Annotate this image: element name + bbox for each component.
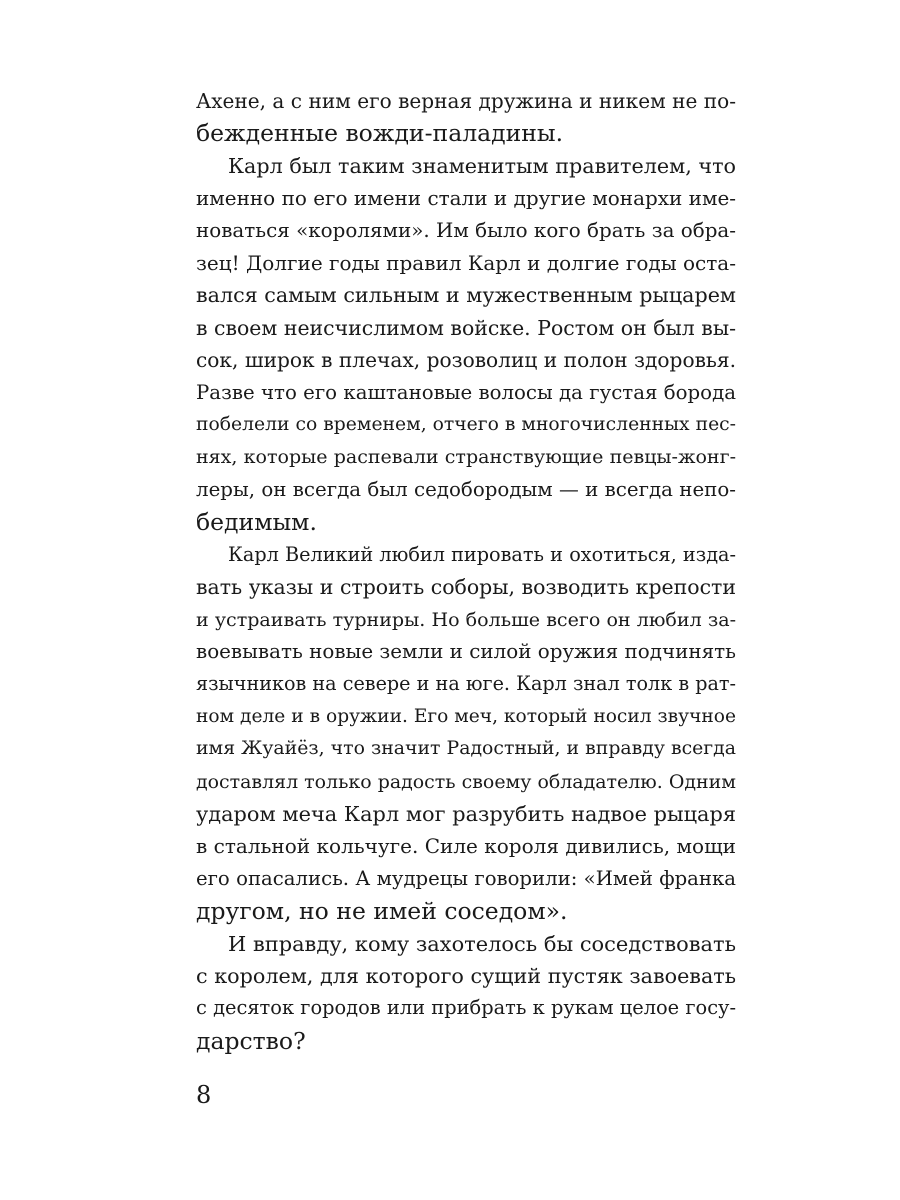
text-line: вать указы и строить соборы, возводить крепости [196,575,736,600]
text-line: бежденные вожди-паладины. [196,119,564,148]
page-number: 8 [196,1081,212,1109]
text-line: бедимым. [196,508,317,537]
paragraph-3 [196,539,736,928]
text-line: доставлял только радость своему обладателю. Одним [196,770,736,793]
text-line: зец! Долгие годы правил Карл и долгие годы оста- [196,251,736,276]
text-line: в стальной кольчуге. Силе короля дивились, мощи [196,834,736,859]
text-line: и устраивать турниры. Но больше всего он любил за- [196,608,736,631]
text-line: ударом меча Карл мог разрубить надвое рыцаря [196,801,736,826]
text-line: имя Жуайёз, что значит Радостный, и вправду всегда [196,738,736,760]
text-line: именно по его имени стали и другие монархи име- [196,186,736,211]
text-line: язычников на севере и на юге. Карл знал толк в рат- [196,672,736,696]
text-line: новаться «королями». Им было кого брать за обра- [196,218,736,242]
text-line: вался самым сильным и мужественным рыцарем [196,283,736,308]
text-line: леры, он всегда был седобородым — и всегда непо- [196,477,736,501]
text-line: побелели со временем, отчего в многочисленных пес- [196,414,736,436]
text-line: другом, но не имей соседом». [196,897,568,926]
body-text [196,85,736,1057]
text-line: дарство? [196,1026,306,1055]
text-line: И вправду, кому захотелось бы соседствовать [228,931,736,956]
paragraph-1 [196,85,736,150]
text-line: его опасались. А мудрецы говорили: «Имей франка [196,866,736,890]
text-line: ном деле и в оружии. Его меч, который носил звучное [196,705,736,727]
paragraph-4 [196,928,736,1058]
text-line: в своем неисчислимом войске. Ростом он был вы- [196,315,736,340]
text-line: нях, которые распевали странствующие певцы-жонг- [196,446,736,469]
text-line: Карл был таким знаменитым правителем, что [228,153,736,178]
text-line: с десяток городов или прибрать к рукам целое госу- [196,996,736,1020]
text-line: воевывать новые земли и силой оружия подчинять [196,639,736,663]
text-line: Карл Великий любил пировать и охотиться, изда- [228,542,736,566]
paragraph-2 [196,150,736,539]
text-line: Ахене, а с ним его верная дружина и никем не по- [196,89,736,113]
text-line: сок, широк в плечах, розоволиц и полон здоровья. [196,348,736,373]
text-line: Разве что его каштановые волосы да густая борода [196,380,736,404]
text-line: с королем, для которого сущий пустяк завоевать [196,963,736,988]
